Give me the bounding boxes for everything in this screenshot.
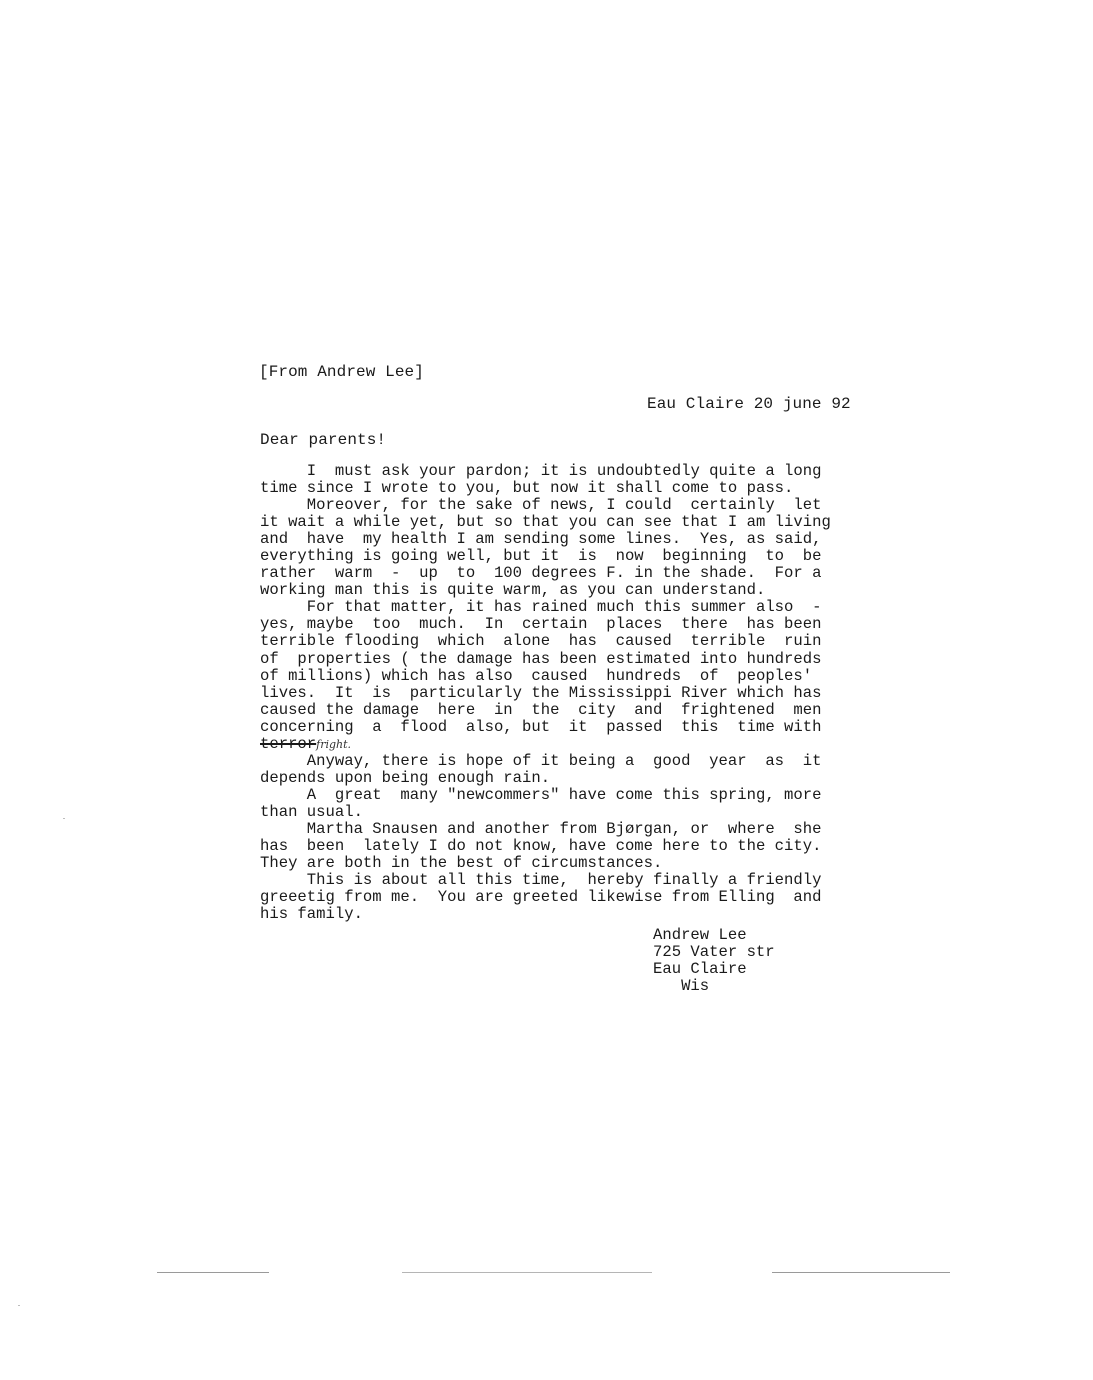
body-line: terrible flooding which alone has caused terrible ruin xyxy=(260,632,822,651)
scan-speck xyxy=(18,1305,20,1306)
body-line: time since I wrote to you, but now it shall come to pass. xyxy=(260,479,794,498)
signature-state: Wis xyxy=(653,977,710,995)
letter-body xyxy=(260,463,882,923)
body-line: caused the damage here in the city and frightened men xyxy=(260,700,822,719)
body-line: They are both in the best of circumstances. xyxy=(260,854,663,873)
body-line: and have my health I am sending some lines. Yes, as said, xyxy=(260,530,822,549)
scan-edge-mark xyxy=(402,1272,652,1273)
body-line: concerning a flood also, but it passed this time with xyxy=(260,717,822,736)
body-line: For that matter, it has rained much this summer also - xyxy=(260,598,822,617)
body-line: has been lately I do not know, have come here to the city. xyxy=(260,837,822,856)
body-line: greeetig from me. You are greeted likewise from Elling and xyxy=(260,888,822,907)
body-line: This is about all this time, hereby finally a friendly xyxy=(260,871,822,890)
signature-street: 725 Vater str xyxy=(653,943,775,961)
body-line: I must ask your pardon; it is undoubtedly quite a long xyxy=(260,462,822,480)
scan-speck xyxy=(63,818,65,819)
signature-city: Eau Claire xyxy=(653,960,747,978)
body-line: A great many "newcommers" have come this spring, more xyxy=(260,785,822,804)
letter-source-header: [From Andrew Lee] xyxy=(259,363,424,381)
body-line: lives. It is particularly the Mississippi River which has xyxy=(260,683,822,702)
struck-word: terror xyxy=(260,734,317,753)
body-line: yes, maybe too much. In certain places there has been xyxy=(260,615,822,634)
body-line: than usual. xyxy=(260,802,363,821)
body-line: Martha Snausen and another from Bjørgan, or where she xyxy=(260,819,822,838)
body-line: Moreover, for the sake of news, I could certainly let xyxy=(260,496,822,515)
body-line: rather warm - up to 100 degrees F. in the shade. For a xyxy=(260,564,822,583)
letter-salutation: Dear parents! xyxy=(260,431,387,449)
body-line: it wait a while yet, but so that you can see that I am living xyxy=(260,513,831,532)
body-line: depends upon being enough rain. xyxy=(260,768,551,787)
body-line: his family. xyxy=(260,905,363,924)
scan-edge-mark xyxy=(772,1272,950,1273)
body-line: everything is going well, but it is now beginning to be xyxy=(260,547,822,566)
handwritten-correction: fright. xyxy=(316,737,352,751)
scan-edge-mark xyxy=(157,1272,269,1273)
signature-block xyxy=(653,927,775,995)
body-line: of properties ( the damage has been estimated into hundreds xyxy=(260,649,822,668)
letter-dateline: Eau Claire 20 june 92 xyxy=(647,395,851,413)
correction-line xyxy=(260,736,882,753)
signature-name: Andrew Lee xyxy=(653,926,747,944)
body-line: Anyway, there is hope of it being a good year as it xyxy=(260,751,822,770)
body-line: working man this is quite warm, as you can understand. xyxy=(260,581,766,600)
body-line: of millions) which has also caused hundreds of peoples' xyxy=(260,666,813,685)
